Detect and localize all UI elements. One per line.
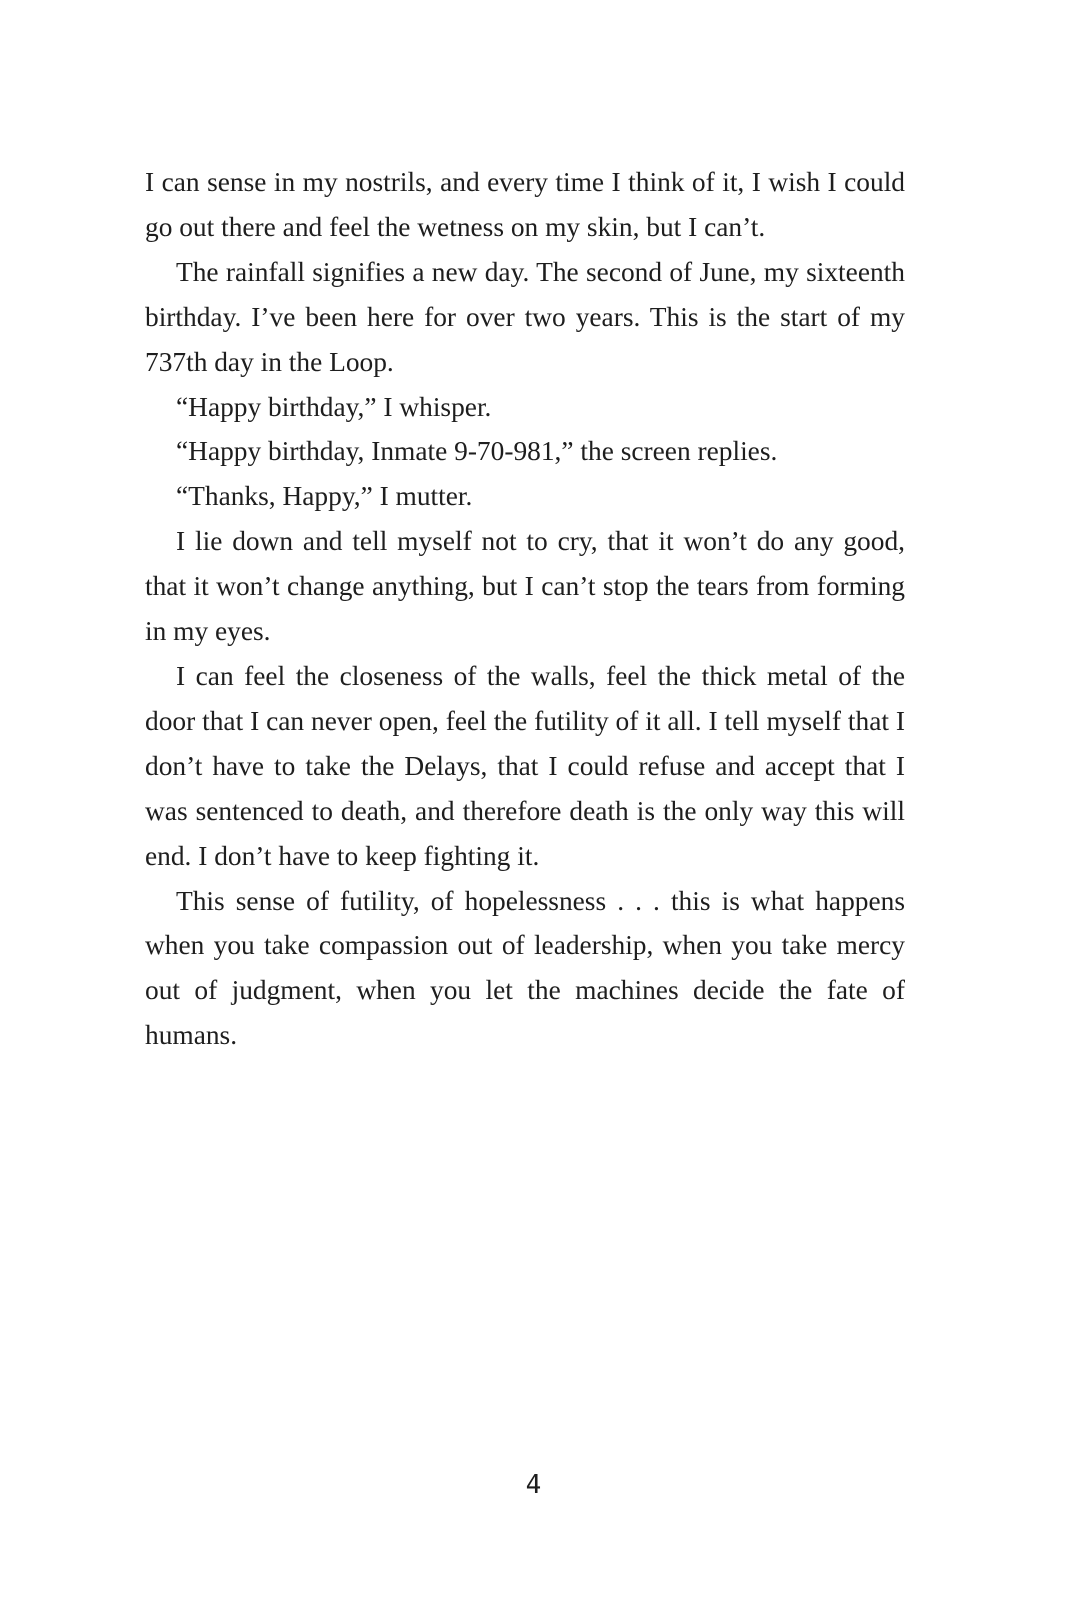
paragraph: I lie down and tell myself not to cry, that it won’t do any good, that it won’t change anything, but I can’t stop the tears from forming in my eyes. <box>145 526 905 647</box>
paragraph: “Thanks, Happy,” I mutter. <box>176 481 473 512</box>
body-text <box>145 160 905 1058</box>
paragraph: The rainfall signifies a new day. The second of June, my sixteenth birthday. I’ve been here for over two years. This is the start of my 737th day in the Loop. <box>145 256 905 377</box>
paragraph: “Happy birthday,” I whisper. <box>176 391 492 422</box>
paragraph: “Happy birthday, Inmate 9-70-981,” the screen replies. <box>176 436 778 467</box>
paragraph: I can feel the closeness of the walls, feel the thick metal of the door that I can never open, feel the futility of it all. I tell myself that I don’t have to take the Delays, that I could refuse and accept that I was sentenced to death, and therefore death is the only way this will end. I don’t have to keep fighting it. <box>145 660 905 871</box>
page-number: 4 <box>525 1470 542 1500</box>
paragraph: I can sense in my nostrils, and every time I think of it, I wish I could go out there and feel the wetness on my skin, but I can’t. <box>145 167 905 242</box>
paragraph: This sense of futility, of hopelessness . . . this is what happens when you take compassion out of leadership, when you take mercy out of judgment, when you let the machines decide the fate of humans. <box>145 885 905 1051</box>
